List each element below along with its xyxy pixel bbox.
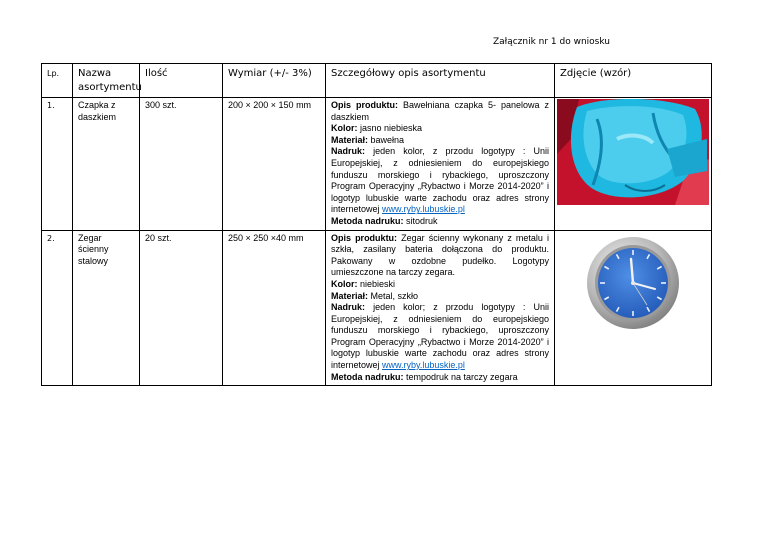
row-lp: 1. (42, 98, 73, 231)
nadruk-text: jeden kolor; z przodu logotypy : Unii Europejskiej, z odniesieniem do europejskiego funduszu morskiego i rybackiego, uproszczony Program Operacyjny „Rybactwo i Morze 2014-2020” i logotyp lubuskie warte zachodu oraz adres strony internetowej (331, 302, 549, 371)
material-text: bawełna (368, 134, 405, 145)
nadruk-text: jeden kolor, z przodu logotypy : Unii Europejskiej, z odniesieniem do europejskiego funduszu morskiego i rybackiego, uproszczony Program Operacyjny „Rybactwo i Morze 2014-2020” i logotyp lubuskie warte zachodu oraz adres strony internetowej (331, 146, 549, 215)
row-photo (555, 98, 712, 231)
metoda-label: Metoda nadruku: (331, 371, 404, 382)
row-name: Zegar ścienny stalowy (73, 230, 140, 386)
table-header-row (42, 64, 712, 98)
opis-text: Zegar ścienny wykonany z metalu i szkła, zasilany bateria dołączona do produktu. Pakowany w ozdobne pudełko. Logotypy umieszczone na tarczy zegara. (331, 232, 549, 278)
metoda-text: sitodruk (403, 215, 438, 226)
opis-label: Opis produktu: (331, 100, 398, 110)
kolor-label: Kolor: (331, 278, 358, 289)
kolor-label: Kolor: (331, 123, 358, 134)
opis-label: Opis produktu: (331, 232, 398, 243)
row-dim: 250 × 250 ×40 mm (223, 230, 326, 386)
header-photo: Zdjęcie (wzór) (555, 64, 712, 98)
row-name: Czapka z daszkiem (73, 98, 140, 231)
nadruk-label: Nadruk: (331, 302, 366, 313)
header-desc: Szczegółowy opis asortymentu (326, 64, 555, 98)
kolor-text: jasno niebieska (357, 123, 423, 134)
header-lp: Lp. (42, 64, 73, 98)
metoda-text: tempodruk na tarczy zegara (403, 371, 518, 382)
material-label: Materiał: (331, 134, 369, 145)
table-row (42, 230, 712, 386)
kolor-text: niebieski (357, 278, 396, 289)
row-dim: 200 × 200 × 150 mm (223, 98, 326, 231)
nadruk-label: Nadruk: (331, 146, 366, 157)
assortment-table (41, 63, 712, 386)
blue-cap-photo (557, 99, 709, 205)
header-qty: Ilość (140, 64, 223, 98)
wall-clock-photo (585, 235, 681, 331)
row-qty: 20 szt. (140, 230, 223, 386)
opis-text: Bawełniana czapka 5- panelowa z daszkiem (331, 100, 549, 122)
header-name: Nazwa asortymentu (73, 64, 140, 98)
material-text: Metal, szkło (368, 290, 419, 301)
row-description (326, 98, 555, 231)
row-lp: 2. (42, 230, 73, 386)
annex-label: Załącznik nr 1 do wniosku (492, 37, 610, 47)
row-description (326, 230, 555, 386)
website-link[interactable]: www.ryby.lubuskie.pl (382, 204, 465, 215)
header-dim: Wymiar (+/- 3%) (223, 64, 326, 98)
table-row (42, 98, 712, 231)
row-photo (555, 230, 712, 386)
metoda-label: Metoda nadruku: (331, 215, 404, 226)
row-qty: 300 szt. (140, 98, 223, 231)
material-label: Materiał: (331, 290, 369, 301)
website-link[interactable]: www.ryby.lubuskie.pl (382, 360, 465, 371)
